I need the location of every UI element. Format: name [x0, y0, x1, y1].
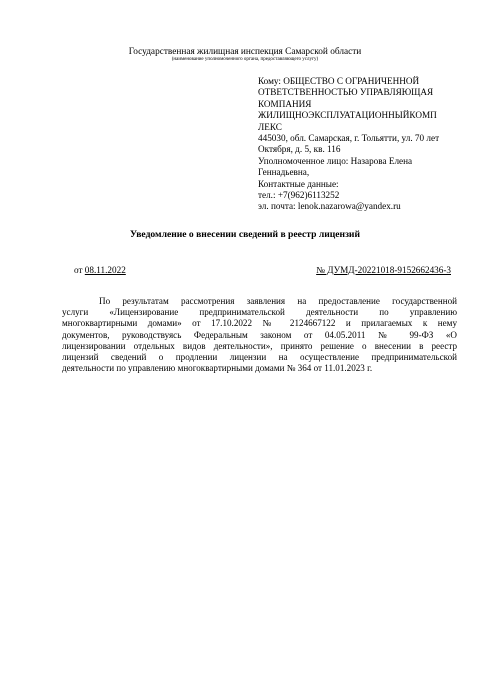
date-value: 08.11.2022: [84, 265, 126, 275]
body-line: многоквартирными домами» от 17.10.2022 № 2124667122 и прилагаемых к нему: [62, 318, 457, 329]
recipient-line: КОМПАНИЯ: [258, 98, 312, 109]
recipient-line: эл. почта: lenok.nazarowa@yandex.ru: [258, 201, 401, 212]
recipient-line: Уполномоченное лицо: Назарова Елена: [258, 155, 413, 166]
agency-name: Государственная жилищная инспекция Самарской области: [128, 47, 362, 57]
recipient-line: Геннадьевна,: [258, 167, 310, 178]
recipient-line: ЛЕКС: [258, 121, 282, 132]
recipient-line: 445030, обл. Самарская, г. Тольятти, ул. 70 лет: [258, 133, 440, 144]
body-line: услуги «Лицензирование предпринимательской деятельности по управлению: [62, 307, 457, 318]
body-line: документов, руководствуясь Федеральным законом от 04.05.2011 № 99-ФЗ «О: [62, 329, 457, 340]
recipient-line: ОТВЕТСТВЕННОСТЬЮ УПРАВЛЯЮЩАЯ: [258, 87, 434, 98]
body-line: лицензий сведений о продлении лицензии на осуществление предпринимательской: [62, 352, 457, 363]
body-line: По результатам рассмотрения заявления на предоставление государственной: [99, 296, 457, 306]
notice-body: [62, 296, 457, 374]
document-date: [74, 265, 126, 276]
recipient-line: Кому: ОБЩЕСТВО С ОГРАНИЧЕННОЙ: [258, 76, 420, 86]
document-number: № ДУМД-20221018-9152662436-3: [316, 265, 451, 275]
recipient-block: [258, 76, 463, 213]
recipient-line: ЖИЛИЩНОЭКСПЛУАТАЦИОННЫЙКОМП: [258, 110, 437, 121]
recipient-line: Контактные данные:: [258, 178, 339, 189]
recipient-line: Октября, д. 5, кв. 116: [258, 144, 341, 155]
body-line: деятельности по управлению многоквартирными домами № 364 от 11.01.2023 г.: [62, 363, 373, 374]
document-title: Уведомление о внесении сведений в реестр лицензий: [130, 229, 360, 240]
body-line: лицензировании отдельных видов деятельности», принято решение о внесении в реестр: [62, 340, 457, 351]
recipient-line: тел.: +7(962)6113252: [258, 190, 340, 201]
date-prefix: от: [74, 265, 85, 275]
agency-caption: (наименование уполномоченного органа, предоставляющего услугу): [171, 57, 319, 62]
